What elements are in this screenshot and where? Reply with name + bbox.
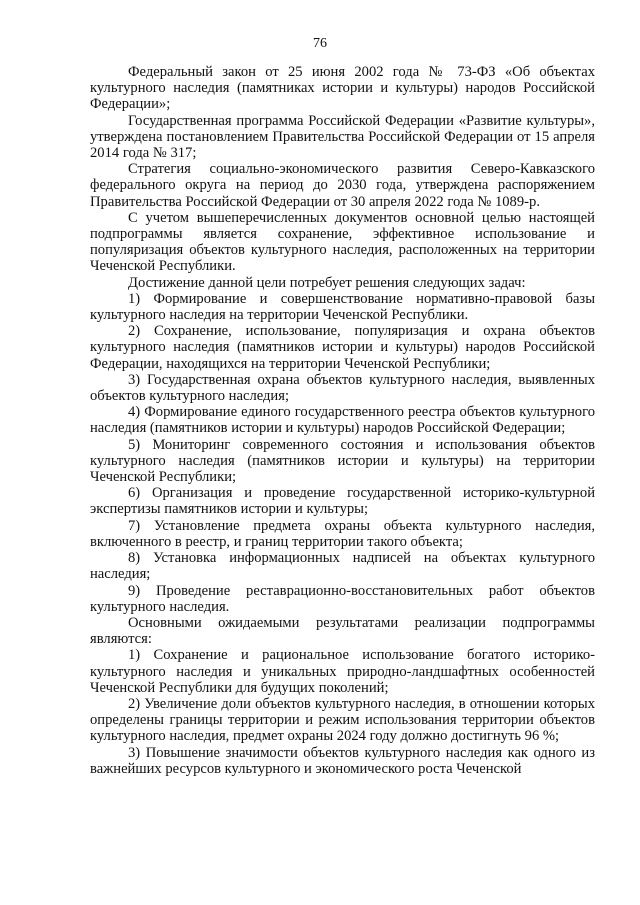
task-item-4: 4) Формирование единого государственного реестра объектов культурного наследия (памятников истории и культуры) народов Российской Федерации; (90, 404, 595, 437)
paragraph-tasks-intro: Достижение данной цели потребует решения следующих задач: (128, 274, 526, 291)
task-item-8: 8) Установка информационных надписей на объектах культурного наследия; (90, 550, 595, 583)
paragraph-state-program: Государственная программа Российской Федерации «Развитие культуры», утверждена постановлением Правительства Российской Федерации от 15 апреля 2014 года № 317; (90, 112, 595, 162)
task-item-1: 1) Формирование и совершенствование нормативно-правовой базы культурного наследия на территории Чеченской Республики. (90, 290, 595, 324)
result-item-2: 2) Увеличение доли объектов культурного наследия, в отношении которых определены границы территории и режим использования территории объектов культурного наследия, предмет охраны 2024 году должно достигнуть 96 %; (90, 695, 595, 745)
paragraph-federal-law: Федеральный закон от 25 июня 2002 года № 73-ФЗ «Об объектах культурного наследия (памятниках истории и культуры) народов Российской Федерации»; (90, 64, 595, 113)
task-item-7: 7) Установление предмета охраны объекта культурного наследия, включенного в реестр, и границ территории такого объекта; (90, 517, 595, 550)
task-item-3: 3) Государственная охрана объектов культурного наследия, выявленных объектов культурного наследия; (90, 371, 595, 405)
task-item-5: 5) Мониторинг современного состояния и использования объектов культурного наследия (памятников истории и культуры) на территории Чеченской Республики; (90, 436, 595, 486)
result-item-3: 3) Повышение значимости объектов культурного наследия как одного из важнейших ресурсов культурного и экономического роста Чеченской (90, 744, 595, 777)
task-item-2: 2) Сохранение, использование, популяризация и охрана объектов культурного наследия (памятников истории и культуры) народов Российской Федерации, находящихся на территории Чеченской Республики; (90, 323, 595, 372)
task-item-9: 9) Проведение реставрационно-восстановительных работ объектов культурного наследия. (90, 582, 595, 615)
paragraph-strategy: Стратегия социально-экономического развития Северо-Кавказского федерального округа на период до 2030 года, утверждена распоряжением Правительства Российской Федерации от 30 апреля 2022 года № 1089-р. (90, 161, 595, 210)
document-body (90, 64, 595, 777)
task-item-6: 6) Организация и проведение государственной историко-культурной экспертизы памятников истории и культуры; (90, 485, 595, 518)
paragraph-main-goal: С учетом вышеперечисленных документов основной целью настоящей подпрограммы является сохранение, эффективное использование и популяризация объектов культурного наследия, расположенных на территории Чеченской Республики. (90, 209, 595, 275)
paragraph-results-intro: Основными ожидаемыми результатами реализации подпрограммы являются: (90, 614, 595, 648)
result-item-1: 1) Сохранение и рациональное использование богатого историко-культурного наследия и уникальных природно-ландшафтных особенностей Чеченской Республики для будущих поколений; (90, 647, 595, 696)
page-number: 76 (313, 36, 327, 51)
